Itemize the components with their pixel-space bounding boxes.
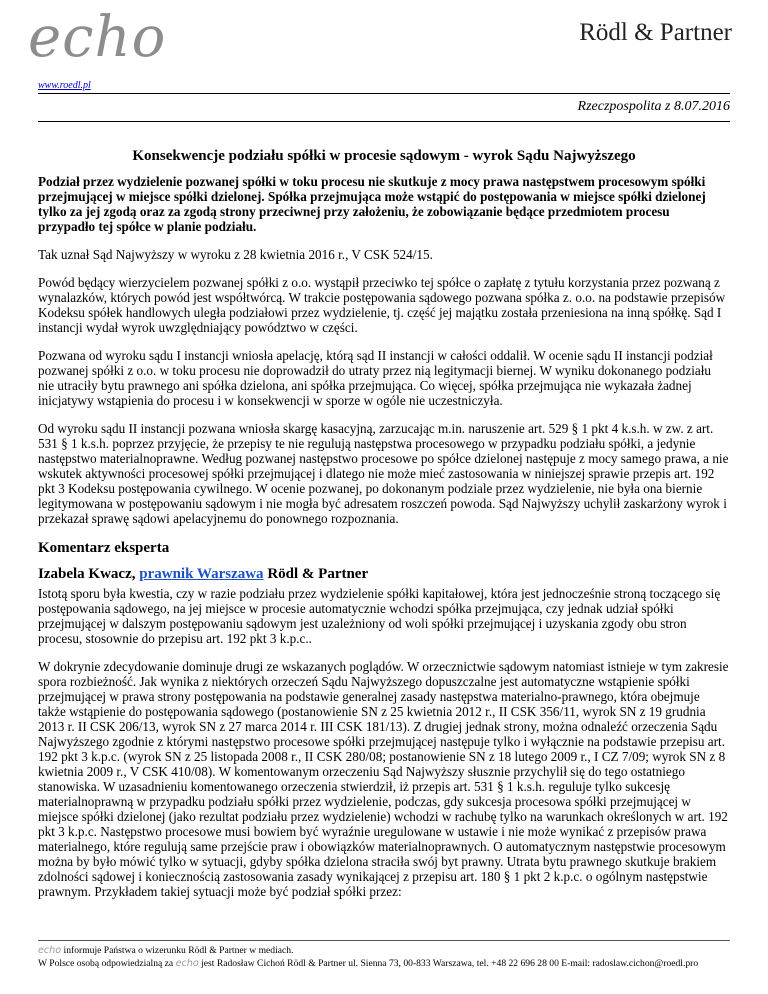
footer [38, 944, 758, 970]
paragraph-4: Od wyroku sądu II instancji pozwana wniosła skargę kasacyjną, zarzucając m.in. naruszenie art. 529 § 1 pkt 4 k.s.h. w zw. z art. 531 § 1 k.s.h. poprzez przyjęcie, że przepisy te nie regulują następstwa procesowego w przypadku podziału spółki, a jedynie następstwo materialnoprawne. Według pozwanej następstwo procesowe po spółce dzielonej następuje z mocy samego prawa, a nie wskutek aktywności procesowej spółki przejmującej i dlatego nie może mieć zastosowania w niniejszej sprawie przepis art. 192 pkt 3 Kodeksu postępowania cywilnego. W ocenie pozwanej, po dokonanym podziale przez wydzielenie, nie była ona biernie legitymowana w postępowaniu sądowym i nie mogła być adresatem roszczeń powoda. Sąd Najwyższy uchylił zaskarżony wyrok i przekazał sprawę sądowi apelacyjnemu do ponownego rozpoznania. [38, 421, 729, 526]
article-body [38, 148, 730, 912]
footer-contact-prefix: W Polsce osobą odpowiedzialną za [38, 958, 176, 969]
footer-echo-logo-2: echo [175, 958, 199, 969]
footer-contact-text: jest Radosław Cichoń Rödl & Partner ul. Sienna 73, 00-833 Warszawa, tel. +48 22 696 28 00 E-mail: radoslaw.cichon@roedl.pro [198, 958, 699, 969]
footer-info-text: informuje Państwa o wizerunku Rödl & Partner w mediach. [61, 945, 294, 956]
paragraph-2: Powód będący wierzycielem pozwanej spółki z o.o. wystąpił przeciwko tej spółce o zapłatę z tytułu korzystania przez pozwaną z wynalazków, których powód jest współtwórcą. W trakcie postępowania sądowego pozwana spółka z. o.o. na podstawie przepisów Kodeksu spółek handlowych uległa podziałowi przez wydzielenie, tj. część jej majątku została przeniesiona na inną spółkę. Sąd I instancji wydał wyrok uwzględniający powództwo w części. [38, 275, 726, 335]
footer-line-2 [38, 957, 758, 970]
echo-logo: echo [28, 5, 167, 70]
footer-divider [38, 940, 730, 941]
source-date: Rzeczpospolita z 8.07.2016 [577, 99, 730, 114]
header-divider [38, 93, 730, 94]
author-line [38, 565, 730, 583]
author-firm: Rödl & Partner [263, 566, 369, 582]
article-title: Konsekwencje podziału spółki w procesie sądowym - wyrok Sądu Najwyższego [132, 148, 636, 164]
brand-name: Rödl & Partner [579, 19, 732, 46]
paragraph-3: Pozwana od wyroku sądu I instancji wniosła apelację, którą sąd II instancji w całości oddalił. W ocenie sądu II instancji podział pozwanej spółki z o.o. w toku procesu nie doprowadził do utraty przez nią legitymacji biernej. W wyniku dokonanego podziału nie utraciły bytu prawnego ani spółka dzielona, ani spółka przejmująca. Co więcej, spółka przejmująca nie wykazała żadnej inicjatywy wstąpienia do procesu i w konsekwencji w sporze w ogóle nie uczestniczyła. [38, 348, 713, 408]
paragraph-1: Tak uznał Sąd Najwyższy w wyroku z 28 kwietnia 2016 r., V CSK 524/15. [38, 247, 433, 262]
source-divider [38, 121, 730, 122]
author-name: Izabela Kwacz, [38, 566, 140, 582]
footer-line-1 [38, 944, 758, 957]
footer-echo-logo: echo [38, 945, 62, 956]
author-link[interactable]: prawnik Warszawa [139, 566, 264, 582]
comment-paragraph-2: W dokrynie zdecydowanie dominuje drugi ze wskazanych poglądów. W orzecznictwie sądowym natomiast istnieje w tym zakresie spora rozbieżność. Jak wynika z niektórych orzeczeń Sądu Najwyższego dopuszczalne jest automatyczne wstąpienie spółki przejmującej w prawa strony postępowania na podstawie generalnej zasady następstwa materialno-prawnego, która obejmuje także wstąpienie do postępowania sądowego (postanowienie SN z 25 kwietnia 2012 r., II CSK 356/11, wyrok SN z 19 grudnia 2013 r. II CSK 206/13, wyrok SN z 27 marca 2014 r. III CSK 181/13). Z drugiej jednak strony, można odnaleźć orzeczenia Sądu Najwyższego zgodnie z którymi następstwo procesowe spółki przejmującej następuje tylko i wyłącznie na podstawie przepisu art. 192 pkt 3 k.p.c. (wyrok SN z 25 listopada 2008 r., II CSK 280/08; postanowienie SN z 18 lutego 2009 r., I CZ 7/09; wyrok SN z 8 kwietnia 2009 r., V CSK 410/08). W komentowanym orzeczeniu Sąd Najwyższy słusznie przychylił się do tego ostatniego stanowiska. W uzasadnieniu komentowanego orzeczenia stwierdził, iż przepis art. 531 § 1 k.s.h. reguluje tylko sukcesję materialnoprawną w przypadku podziału spółki przez wydzielenie, podczas, gdy sukcesja procesowa spółki przejmującej w miejsce spółki dzielonej (jako rezultat podziału przez wydzielenie) wchodzi w rachubę tylko na warunkach określonych w art. 192 pkt 3 k.p.c. Następstwo procesowe musi bowiem być wyraźnie uregulowane w ustawie i nie może wynikać z przepisów prawa materialnego, które regulują same przejście praw i obowiązków materialnoprawnych. O automatycznym następstwie procesowym można by było mówić tylko w sytuacji, gdyby spółka dzielona straciła swój byt prawny. Utrata bytu prawnego skutkuje brakiem zdolności sądowej i koniecznością zastosowania zasady wynikającej z przepisu art. 180 § 1 pkt 2 k.p.c. o ogólnym następstwie prawnym. Przykładem takiej sytuacji może być podział spółki przez: [38, 659, 729, 899]
comment-paragraph-1: Istotą sporu była kwestia, czy w razie podziału przez wydzielenie spółki kapitałowej, która jest jednocześnie stroną toczącego się postępowania sądowego, na jej miejsce w procesie automatycznie wchodzi spółka przejmująca, czy jednak udział spółki przejmującej w dalszym postępowaniu sądowym jest uzależniony od woli spółki przejmującej i uzyskania zgody obu stron procesu, stosownie do przepisu art. 192 pkt 3 k.p.c.. [38, 586, 721, 646]
website-link[interactable]: www.roedl.pl [38, 80, 91, 91]
comment-heading: Komentarz eksperta [38, 540, 170, 556]
article-lead: Podział przez wydzielenie pozwanej spółki w toku procesu nie skutkuje z mocy prawa następstwem procesowym spółki przejmującej w miejsce spółki dzielonej. Spółka przejmująca może wstąpić do postępowania w miejsce spółki dzielonej tylko za jej zgodą oraz za zgodą strony przeciwnej przy założeniu, że zobowiązanie będące przedmiotem procesu przypadło tej spółce w planie podziału. [38, 174, 706, 234]
